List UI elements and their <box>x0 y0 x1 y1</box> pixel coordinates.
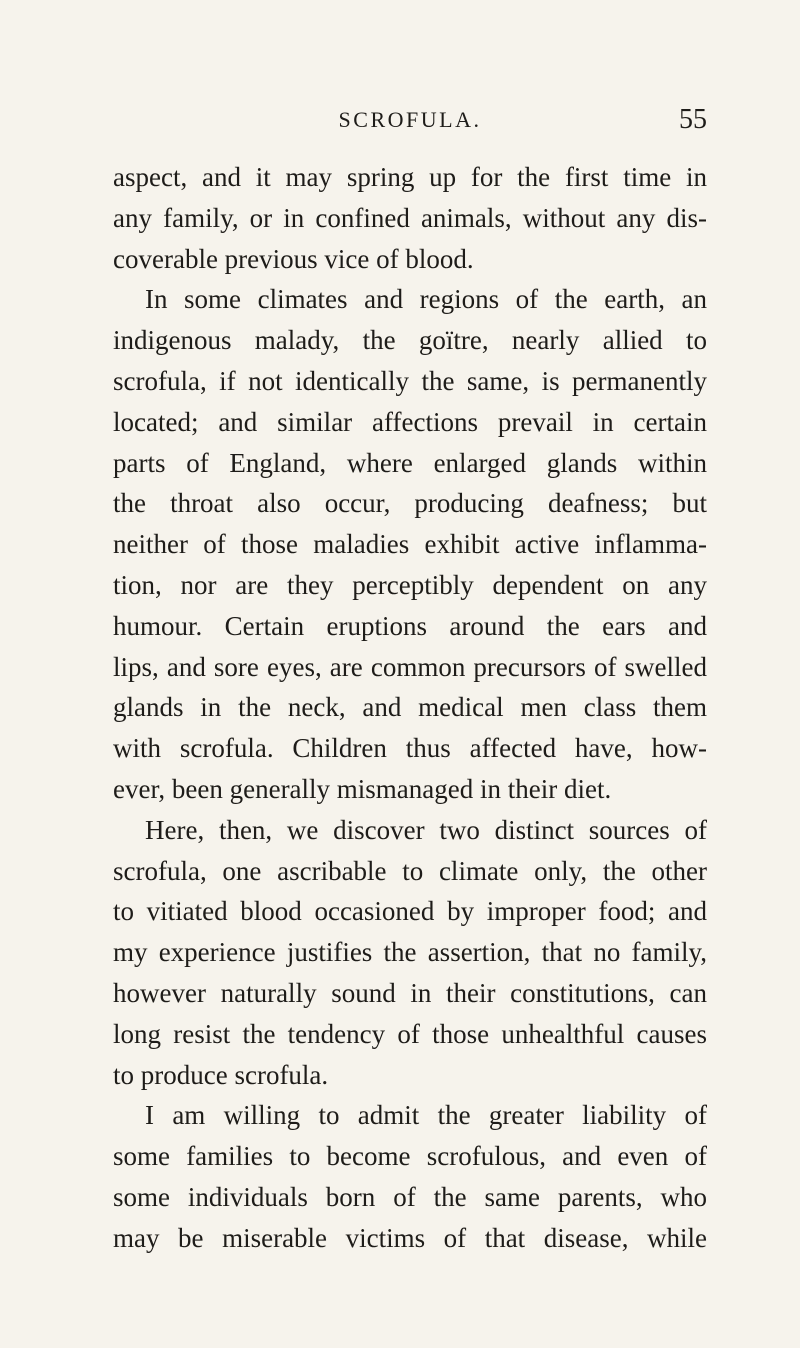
text-line: scrofula, one ascribable to climate only, the other <box>113 855 707 886</box>
text-line: Here, then, we discover two distinct sources of <box>145 814 707 845</box>
body-text <box>113 157 707 1259</box>
text-line: scrofula, if not identically the same, is permanently <box>113 365 707 396</box>
text-line: any family, or in confined animals, without any dis- <box>113 202 707 233</box>
text-line: my experience justifies the assertion, that no family, <box>113 937 707 968</box>
text-line: however naturally sound in their constitutions, can <box>113 977 707 1008</box>
text-line: glands in the neck, and medical men class them <box>113 692 707 723</box>
text-line: long resist the tendency of those unhealthful causes <box>113 1018 707 1049</box>
text-line: to vitiated blood occasioned by improper food; and <box>113 896 707 927</box>
text-line: to produce scrofula. <box>113 1059 329 1090</box>
text-line: aspect, and it may spring up for the first time in <box>113 162 707 192</box>
text-line: ever, been generally mismanaged in their diet. <box>113 773 612 804</box>
text-line: parts of England, where enlarged glands within <box>113 447 707 478</box>
page-header <box>113 100 707 140</box>
text-line: located; and similar affections prevail in certain <box>113 406 707 437</box>
text-line: may be miserable victims of that disease, while <box>113 1222 707 1253</box>
text-line: some families to become scrofulous, and even of <box>113 1141 707 1172</box>
text-line: indigenous malady, the goïtre, nearly allied to <box>113 325 707 356</box>
text-line: neither of those maladies exhibit active inflamma- <box>113 529 707 560</box>
text-line: I am willing to admit the greater liability of <box>145 1100 707 1131</box>
text-line: In some climates and regions of the earth, an <box>145 284 707 315</box>
text-line: some individuals born of the same parents, who <box>113 1181 707 1212</box>
text-line: lips, and sore eyes, are common precursors of swelled <box>113 651 707 682</box>
text-line: tion, nor are they perceptibly dependent on any <box>113 569 707 600</box>
text-line: with scrofula. Children thus affected have, how- <box>113 733 707 764</box>
running-head: SCROFULA. <box>338 107 482 132</box>
text-line: the throat also occur, producing deafness; but <box>113 488 707 519</box>
page-number: 55 <box>679 104 707 135</box>
text-line: humour. Certain eruptions around the ears and <box>113 610 707 641</box>
text-line: coverable previous vice of blood. <box>113 243 474 274</box>
